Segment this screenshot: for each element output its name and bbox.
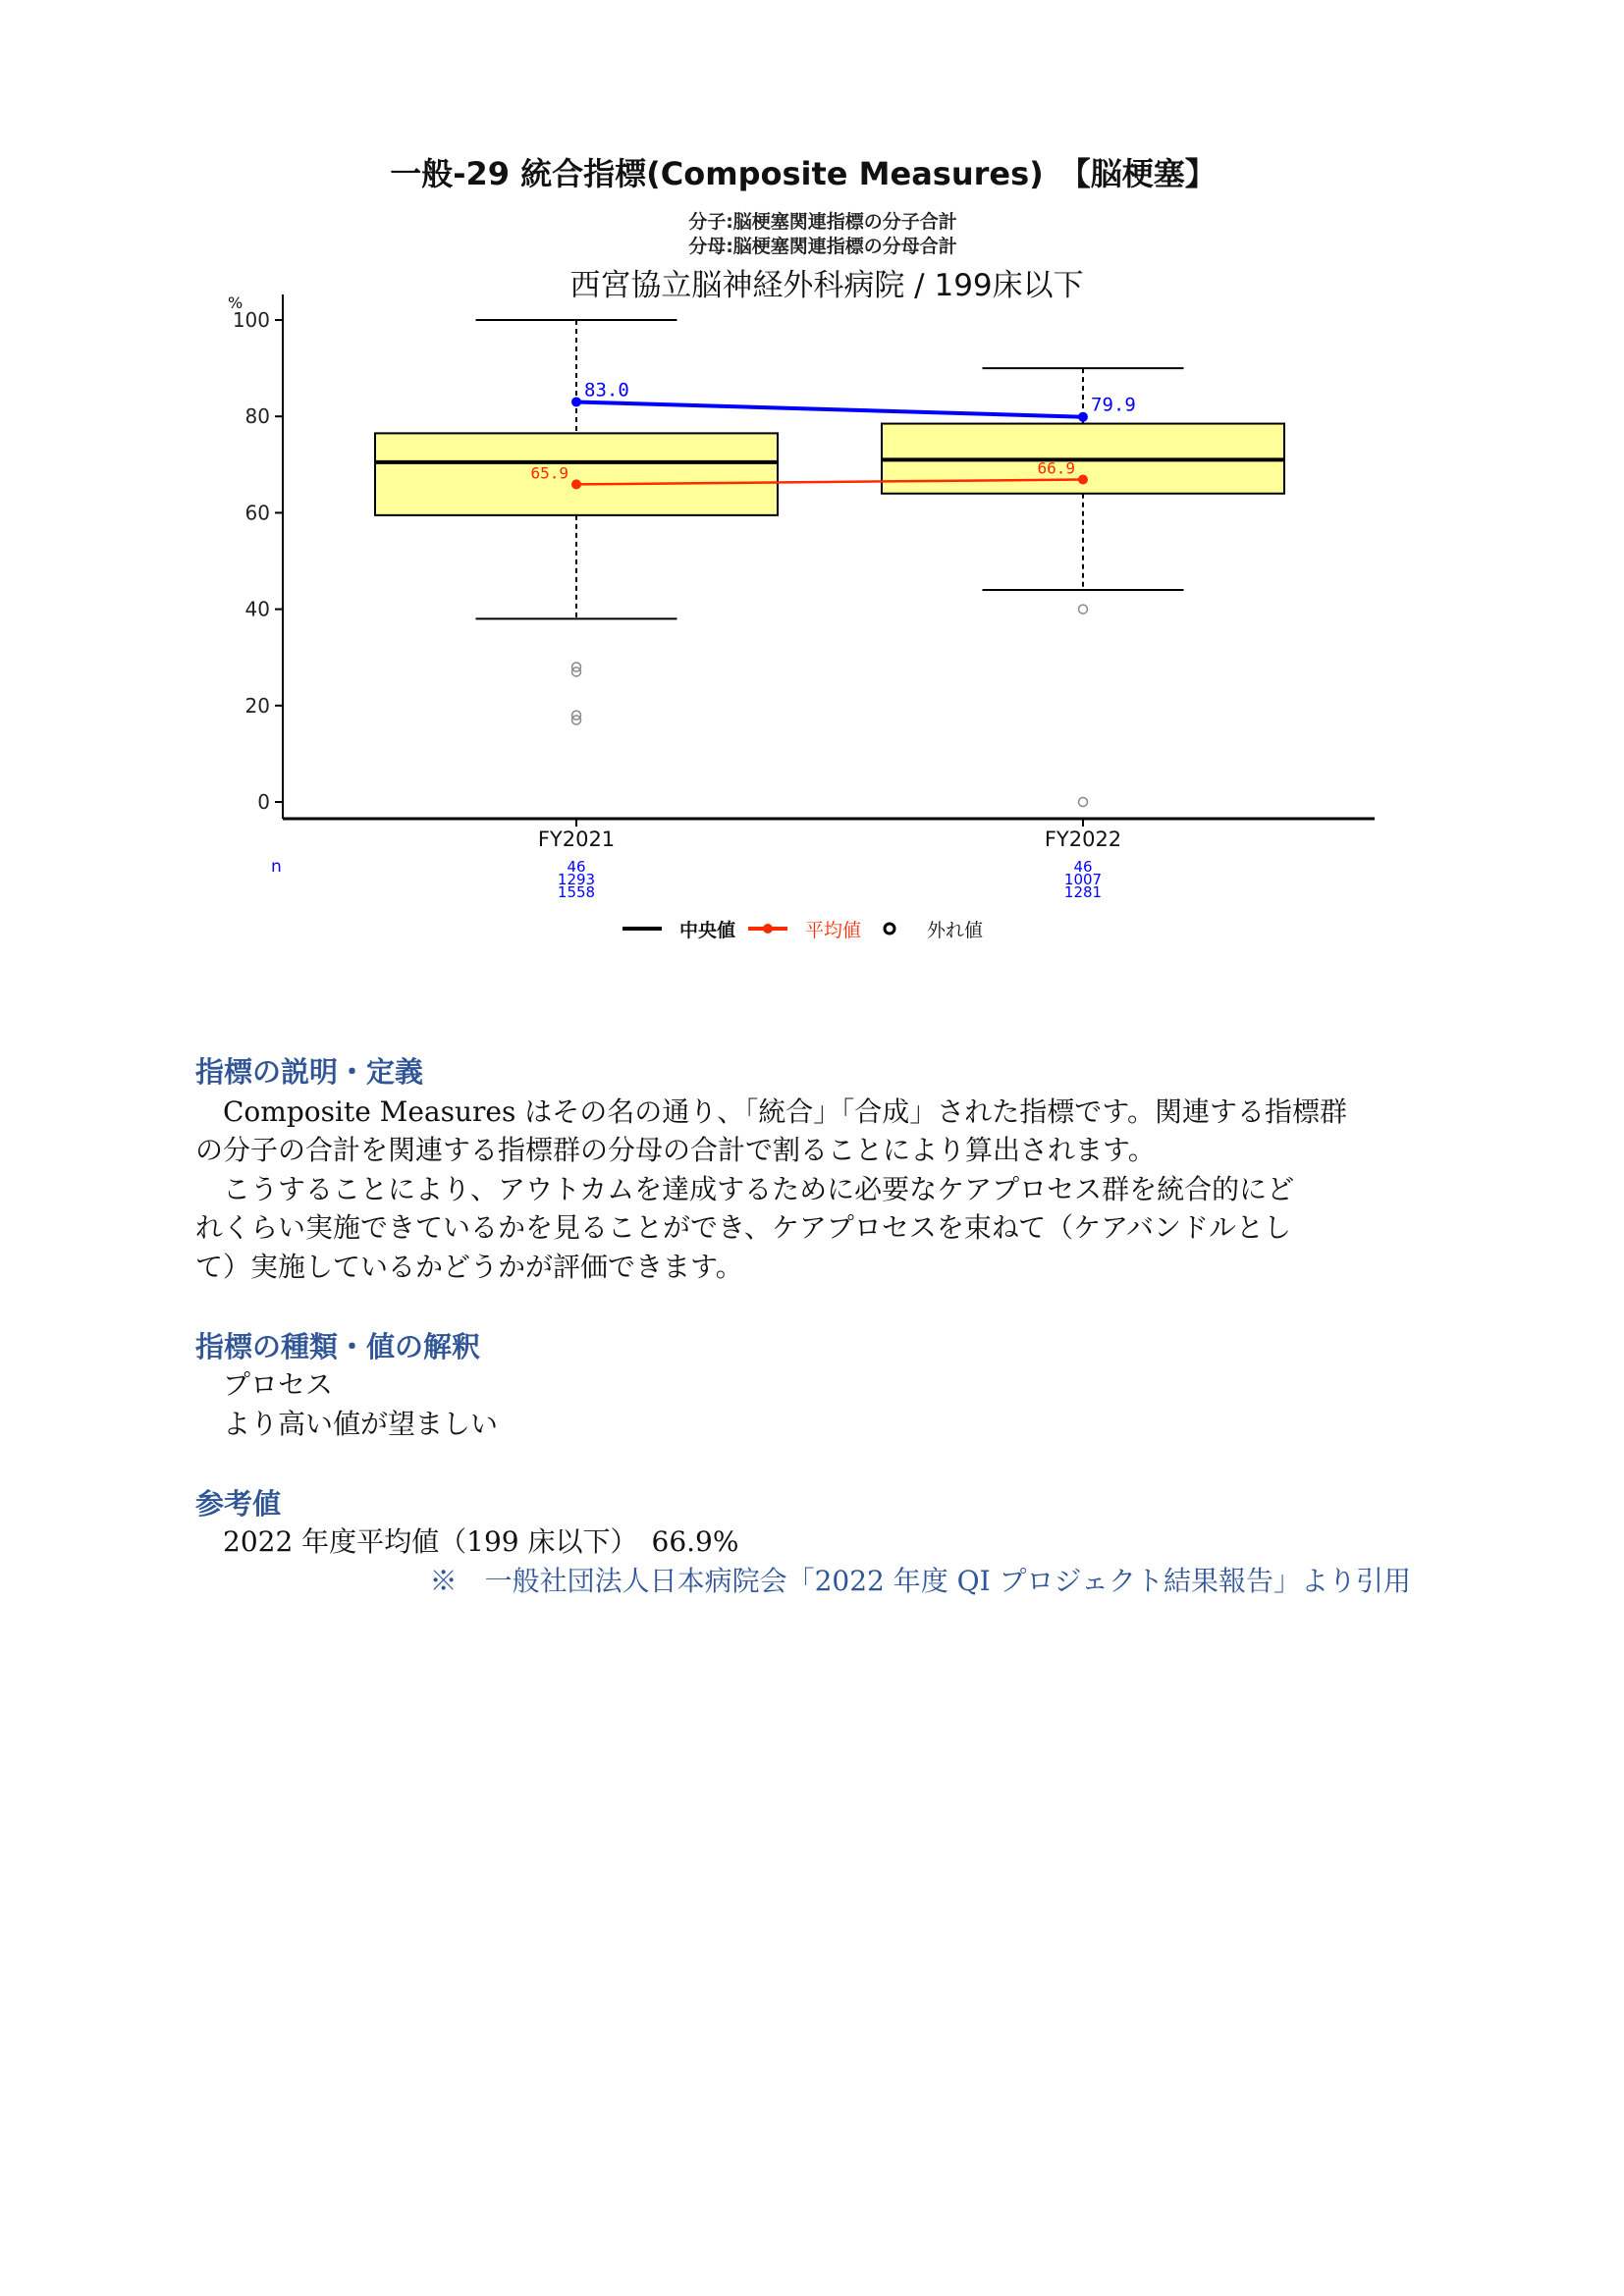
type-line: より高い値が望ましい	[195, 1408, 499, 1440]
y-tick-label: 60	[244, 501, 270, 525]
chart-subtitle-denominator: 分母:脳梗塞関連指標の分母合計	[688, 236, 957, 257]
section-heading-definition: 指標の説明・定義	[195, 1055, 424, 1089]
y-tick-label: 0	[257, 790, 270, 814]
legend-outlier-label: 外れ値	[927, 920, 984, 941]
chart-title: 一般-29 統合指標(Composite Measures) 【脳梗塞】	[390, 155, 1217, 192]
section-heading-type: 指標の種類・値の解釈	[195, 1330, 481, 1363]
definition-line: の分子の合計を関連する指標群の分母の合計で割ることにより算出されます。	[195, 1134, 1156, 1166]
n-value: 1293	[557, 871, 596, 888]
n-value: 46	[567, 858, 586, 876]
x-tick-label: FY2022	[1044, 828, 1122, 851]
legend-median-label: 中央値	[679, 920, 736, 941]
hospital-title: 西宮協立脳神経外科病院 / 199床以下	[569, 268, 1084, 303]
definition-line: れくらい実施できているかを見ることができ、ケアプロセスを束ねて（ケアバンドルとし	[195, 1211, 1291, 1244]
n-value: 46	[1073, 858, 1093, 876]
outlier-point	[1079, 798, 1088, 807]
y-tick-label: 100	[232, 308, 270, 332]
series-point	[571, 397, 581, 406]
definition-line: Composite Measures はその名の通り、「統合」「合成」された指標です。関連する指標群	[195, 1095, 1347, 1128]
series-point	[571, 479, 581, 489]
section-heading-reference: 参考値	[195, 1487, 282, 1521]
series-line-hospital	[576, 401, 1083, 416]
legend-mean-label: 平均値	[805, 920, 862, 941]
legend	[623, 919, 983, 941]
chart-subtitle-numerator: 分子:脳梗塞関連指標の分子合計	[688, 211, 957, 233]
series-point	[1078, 412, 1088, 422]
n-label: n	[271, 857, 282, 877]
legend-mean-marker	[763, 924, 773, 934]
box	[375, 433, 778, 514]
y-axis-label: %	[228, 294, 244, 312]
data-label: 66.9	[1037, 458, 1075, 478]
y-tick-label: 40	[244, 597, 270, 621]
n-value: 1558	[557, 883, 596, 901]
box-plot-chart	[0, 0, 1624, 962]
outlier-point	[1079, 605, 1088, 614]
data-label: 83.0	[584, 379, 629, 401]
reference-note: ※ 一般社団法人日本病院会「2022 年度 QI プロジェクト結果報告」より引用	[429, 1565, 1411, 1597]
definition-line: こうすることにより、アウトカムを達成するために必要なケアプロセス群を統合的にど	[195, 1173, 1295, 1205]
y-tick-label: 20	[244, 693, 270, 718]
data-label: 79.9	[1091, 394, 1136, 416]
legend-outlier-marker	[885, 924, 894, 934]
x-tick-label: FY2021	[537, 828, 616, 851]
y-tick-label: 80	[244, 404, 270, 429]
reference-line: 2022 年度平均値（199 床以下） 66.9%	[195, 1525, 739, 1558]
definition-line: て）実施しているかどうかが評価できます。	[195, 1251, 743, 1283]
series-point	[1078, 475, 1088, 485]
data-label: 65.9	[530, 463, 568, 483]
n-value: 1281	[1063, 883, 1103, 901]
n-value: 1007	[1063, 871, 1103, 888]
type-line: プロセス	[195, 1368, 334, 1401]
